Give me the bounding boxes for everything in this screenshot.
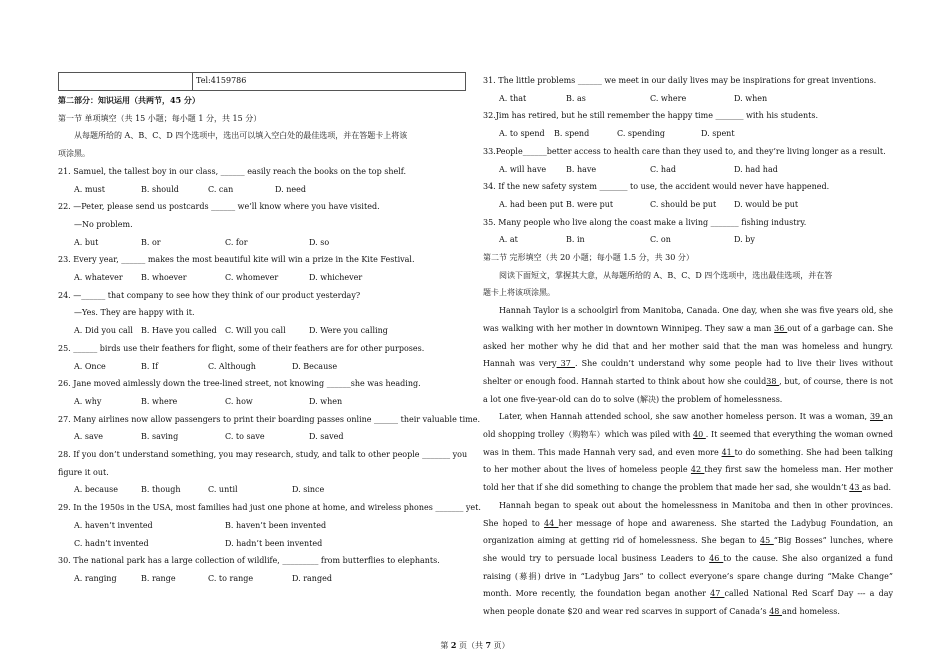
option-a: A. haven’t invented [74,520,153,530]
text-segment: called National Red Scarf Day --- a day when people donate $20 and wear red scarves in support of Canada’s [483,589,893,617]
part2-title: 第二部分：知识运用（共两节，45 分） [58,95,200,105]
option-b: B. should [141,184,179,194]
question-stem: 22. —Peter, please send us postcards ______ we’ll know where you have visited. [58,202,380,212]
option-a: A. that [499,93,527,103]
option-d: D. would be put [734,199,799,209]
question-options [483,90,893,108]
option-b: B. where [141,396,178,406]
blank-44: 44 [544,518,559,528]
blank-37: 37 [556,359,575,369]
question-stem: 35. Many people who live along the coast make a living _______ fishing industry. [483,217,807,227]
question-options [58,181,466,199]
option-d: D. spent [701,129,735,139]
option-c: C. Although [208,361,256,371]
option-b: B. haven’t been invented [225,520,327,530]
question-options [58,481,466,499]
blank-45: 45 [760,536,774,546]
left-column [58,72,481,588]
question-stem: 23. Every year, ______ makes the most beautiful kite will win a prize in the Kite Festival. [58,255,415,265]
question-30 [58,552,466,587]
option-a: A. had been put [499,199,564,209]
blank-40: 40 [692,430,706,440]
option-a: A. ranging [74,573,117,583]
question-options [58,428,466,446]
page-total: 7 [485,640,492,650]
option-a: A. Once [74,361,106,371]
text-segment: Hannah began to speak out about the homelessness in Manitoba and then in other provinces. She hoped to [483,500,893,528]
question-21 [58,163,466,198]
option-c: C. had [650,164,676,174]
question-options [58,322,466,340]
text-segment: as bad. [862,483,891,493]
text-segment: , but, of course, there is not a lot one five-year-old can do to solve (解决) the problem of homelessness. [483,376,893,404]
question-options [483,161,893,179]
question-24 [58,287,466,340]
question-stem: 34. If the new safety system _______ to use, the accident would never have happened. [483,182,830,192]
header-cell-empty [59,73,193,90]
question-stem: 26. Jane moved aimlessly down the tree-lined street, not knowing ______she was heading. [58,379,421,389]
question-options [58,269,466,287]
blank-48: 48 [769,607,782,617]
option-c: C. how [225,396,253,406]
cloze-instruction-2: 题卡上将该项涂黑。 [483,288,555,298]
option-d: D. by [734,235,755,245]
text-segment: her message of hope and awareness. She started the Ladybug Foundation, an organization aiming at getting rid of homelessness. She began to [483,518,893,546]
option-c: C. to save [225,432,265,442]
blank-47: 47 [710,589,725,599]
option-d: D. saved [309,432,344,442]
option-a: A. save [74,432,103,442]
question-27 [58,411,480,446]
option-a: A. why [74,396,102,406]
footer-text: 页） [491,641,510,650]
cloze-instruction-1: 阅读下面短文，掌握其大意，从每题所给的 A、B、C、D 四个选项中，选出最佳选项，并在答 [499,270,833,280]
option-d: D. had had [734,164,778,174]
footer-text: 第 [440,641,451,650]
option-b: B. or [141,237,161,247]
text-segment: “Big Bosses” lunches, where she would try to persuade local business Leaders to [483,536,893,563]
option-d: D. ranged [292,573,332,583]
question-options [483,125,893,143]
blank-41: 41 [721,447,735,457]
option-d: D. so [309,237,330,247]
option-c: C. on [650,235,671,245]
option-d: D. whichever [309,273,363,283]
question-32 [483,107,893,142]
option-b: B. as [566,93,586,103]
question-23 [58,251,466,286]
question-29 [58,499,481,552]
option-c: C. should be put [650,199,717,209]
question-34 [483,178,893,213]
question-options [483,231,893,249]
text-segment: they first saw the homeless man. Her mother told her that if she did something to change the problem that made her sad, she wouldn’t [483,465,893,493]
question-stem: 21. Samuel, the tallest boy in our class, ______ easily reach the books on the top shelf. [58,166,407,176]
cloze-paragraph-3 [483,497,893,621]
option-b: B. have [566,164,597,174]
footer-text: 页（共 [456,641,486,650]
option-a: A. whatever [74,273,123,283]
option-c: C. hadn’t invented [74,538,149,548]
question-stem-reply: —No problem. [74,219,133,229]
option-a: A. at [499,235,518,245]
text-segment: an old shopping trolley（购物车）which was piled with [483,412,893,440]
text-segment: . She couldn’t understand why some people had to live their lives without shelter or enough food. Hannah started to think about how she could [483,359,893,386]
question-stem: 30. The national park has a large collection of wildlife, _________ from butterflies to elephants. [58,556,440,566]
question-31 [483,72,893,107]
question-stem: 32.Jim has retired, but he still remember the happy time _______ with his students. [483,111,819,121]
option-c: C. can [208,184,234,194]
blank-46: 46 [709,553,724,563]
option-a: A. Did you call [74,326,133,336]
question-stem-reply: —Yes. They are happy with it. [74,308,195,318]
option-c: C. whomever [225,273,279,283]
option-c: C. to range [208,573,254,583]
page-footer [0,640,950,651]
section1-instruction-2: 项涂黑。 [58,149,90,159]
question-options [58,570,466,588]
question-35 [483,214,893,249]
cloze-title: 第二节 完形填空（共 20 小题；每小题 1.5 分，共 30 分） [483,253,694,263]
question-stem: 27. Many airlines now allow passengers to print their boarding passes online ______ their valuable time. [58,414,480,424]
option-d: D. hadn’t been invented [225,538,323,548]
question-stem: 29. In the 1950s in the USA, most families had just one phone at home, and wireless phones _______ yet. [58,503,481,513]
right-column [483,72,893,621]
question-options [483,196,893,214]
text-segment: out of a garbage can. She asked her mother why he did that and her mother said that the man was homeless and hungry. Hannah was very [483,323,894,369]
question-stem: 25. ______ birds use their feathers for flight, some of their feathers are for other purposes. [58,343,425,353]
option-b: B. Have you called [141,326,217,336]
option-a: A. because [74,485,118,495]
option-a: A. to spend [499,129,545,139]
question-stem: 24. —______ that company to see how they think of our product yesterday? [58,290,361,300]
blank-38: 38 [766,376,780,386]
option-c: C. Will you call [225,326,286,336]
text-segment: and homeless. [781,607,840,617]
question-options [58,358,466,376]
question-stem-continued: figure it out. [58,467,109,477]
header-table [58,72,466,91]
question-stem: 28. If you don’t understand something, you may research, study, and talk to other people _______ you [58,450,468,460]
option-b: B. in [566,235,585,245]
option-b: B. though [141,485,181,495]
section1-instruction-1: 从每题所给的 A、B、C、D 四个选项中，选出可以填入空白处的最佳选项，并在答题卡上将该 [74,131,408,141]
option-c: C. where [650,93,687,103]
option-a: A. but [74,237,99,247]
option-c: C. for [225,237,248,247]
question-33 [483,143,893,178]
option-d: D. when [309,396,343,406]
question-25 [58,340,466,375]
option-a: A. must [74,184,105,194]
blank-39: 39 [869,412,884,422]
header-tel: Tel:4159786 [196,76,247,85]
text-segment: . It seemed that everything the woman owned was in them. This made Hannah very sad, and even more [483,430,893,457]
option-b: B. spend [554,129,590,139]
question-stem: 31. The little problems ______ we meet in our daily lives may be inspirations for great inventions. [483,76,877,85]
section1-title: 第一节 单项填空（共 15 小题；每小题 1 分，共 15 分） [58,113,262,123]
blank-42: 42 [690,465,705,475]
option-c: C. until [208,485,238,495]
cloze-paragraph-2 [483,408,893,497]
question-options [58,393,466,411]
text-segment: to the cause. She also organized a fund raising (募捐) drive in “Ladybug Jars” to collect everyone’s spare change during “Make Change” month. More recently, the foundation began another [483,553,893,599]
question-options-row1 [58,517,466,535]
option-d: D. since [292,485,325,495]
question-stem: 33.People______better access to health care than they used to, and they’re living longer as a result. [483,146,886,156]
option-a: A. will have [499,164,547,174]
option-d: D. Because [292,361,338,371]
question-options-row2 [58,535,466,553]
question-28 [58,446,466,499]
option-b: B. range [141,573,176,583]
blank-43: 43 [849,483,863,493]
blank-36: 36 [774,323,788,333]
question-26 [58,375,466,410]
text-segment: Hannah Taylor is a schoolgirl from Manitoba, Canada. One day, when she was five years old, she was walking with her mother in downtown Winnipeg. They saw a man [483,306,893,333]
text-segment: Later, when Hannah attended school, she saw another homeless person. It was a woman, [499,412,870,422]
question-options [58,234,466,252]
option-b: B. whoever [141,273,187,283]
option-d: D. need [275,184,306,194]
option-c: C. spending [617,129,665,139]
option-d: D. Were you calling [309,326,388,336]
text-segment: to do something. She had been talking to her mother about the lives of homeless people [483,447,893,475]
option-b: B. If [141,361,159,371]
option-b: B. were put [566,199,614,209]
question-22 [58,198,466,251]
cloze-paragraph-1 [483,302,893,408]
option-b: B. saving [141,432,179,442]
page-number: 2 [450,640,457,650]
option-d: D. when [734,93,768,103]
